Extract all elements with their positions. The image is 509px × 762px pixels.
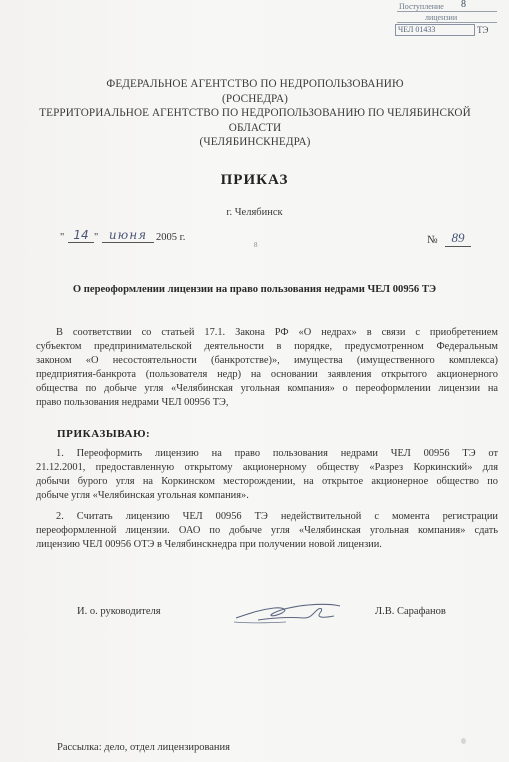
stamp-reg-suffix: ТЭ — [477, 25, 489, 35]
scan-speck — [461, 738, 466, 744]
number-sign: № — [427, 234, 438, 246]
order-item-1 — [36, 447, 498, 503]
date-month: июня — [102, 228, 154, 243]
text-line: общества по добыче угля «Челябинская угольная компания» о переоформлении лицензии на — [36, 383, 498, 395]
document-date — [60, 228, 200, 248]
text-line: лицензию ЧЕЛ 00956 ОТЭ в Челябинскнедра при получении новой лицензии. — [36, 539, 382, 551]
agency-line: ФЕДЕРАЛЬНОЕ АГЕНТСТВО ПО НЕДРОПОЛЬЗОВАНИЮ — [106, 78, 404, 90]
agency-line: ТЕРРИТОРИАЛЬНОЕ АГЕНТСТВО ПО НЕДРОПОЛЬЗОВАНИЮ ПО ЧЕЛЯБИНСКОЙ — [39, 107, 471, 120]
document-subject: О переоформлении лицензии на право пользования недрами ЧЕЛ 00956 ТЭ — [72, 284, 437, 295]
text-line: предприятия-банкрота (пользователя недр) на основании заявления открытого акционерного — [36, 369, 498, 381]
text-line: право пользования недрами ЧЕЛ 00956 ТЭ, — [36, 397, 229, 409]
distribution-list: Рассылка: дело, отдел лицензирования — [57, 742, 231, 753]
agency-line: (ЧЕЛЯБИНСКНЕДРА) — [199, 136, 311, 149]
stamp-line-1 — [399, 0, 466, 12]
order-item-2 — [36, 510, 498, 552]
document-city: г. Челябинск — [226, 207, 283, 218]
text-line: 2. Считать лицензию ЧЕЛ 00956 ТЭ недействительной с момента регистрации — [56, 511, 498, 522]
text-line: 1. Переоформить лицензию на право пользования недрами ЧЕЛ 00956 ТЭ от — [56, 448, 498, 459]
text-line: законом «О несостоятельности (банкротстве)», имущества (имущественного комплекса) — [36, 355, 498, 367]
signer-name: Л.В. Сарафанов — [375, 606, 446, 617]
document-title: ПРИКАЗ — [220, 172, 289, 188]
stamp-text: Поступление — [399, 2, 444, 11]
signer-position: И. о. руководителя — [77, 606, 161, 617]
order-number — [427, 230, 487, 248]
text-line: 21.12.2001, предоставленную открытому акционерному обществу «Разрез Коркинский» для — [36, 462, 498, 474]
text-line: переоформленной лицензии. ОАО по добыче угля «Челябинская угольная компания» сдать — [36, 525, 498, 537]
handwritten-signature — [228, 596, 348, 630]
orders-heading: ПРИКАЗЫВАЮ: — [57, 428, 151, 440]
text-line: В соответствии со статьей 17.1. Закона РФ «О недрах» в связи с приобретением — [56, 327, 498, 338]
registration-stamp — [393, 2, 505, 36]
preamble-paragraph — [36, 326, 498, 411]
stamp-reg-number: ЧЕЛ 01433 — [395, 24, 475, 36]
text-line: добыче угля «Челябинская угольная компания». — [36, 490, 249, 502]
date-quote: " — [94, 232, 99, 243]
text-line: добычи бурого угля на Коркинском месторождении, на открытое акционерное общество по — [36, 476, 498, 488]
agency-header — [20, 77, 490, 150]
date-quote: " — [60, 232, 65, 243]
text-line: субъектом предпринимательской деятельности в порядке, предусмотренном Федеральным — [36, 341, 498, 353]
page-mark: 8 — [254, 241, 258, 249]
agency-line: (РОСНЕДРА) — [222, 92, 288, 105]
stamp-line-2: лицензии — [425, 13, 458, 22]
date-day: 14 — [68, 228, 94, 243]
stamp-sheet-number: 8 — [461, 0, 466, 10]
number-value: 89 — [445, 230, 471, 247]
agency-line: ОБЛАСТИ — [228, 121, 282, 134]
date-year: 2005 г. — [156, 232, 186, 243]
